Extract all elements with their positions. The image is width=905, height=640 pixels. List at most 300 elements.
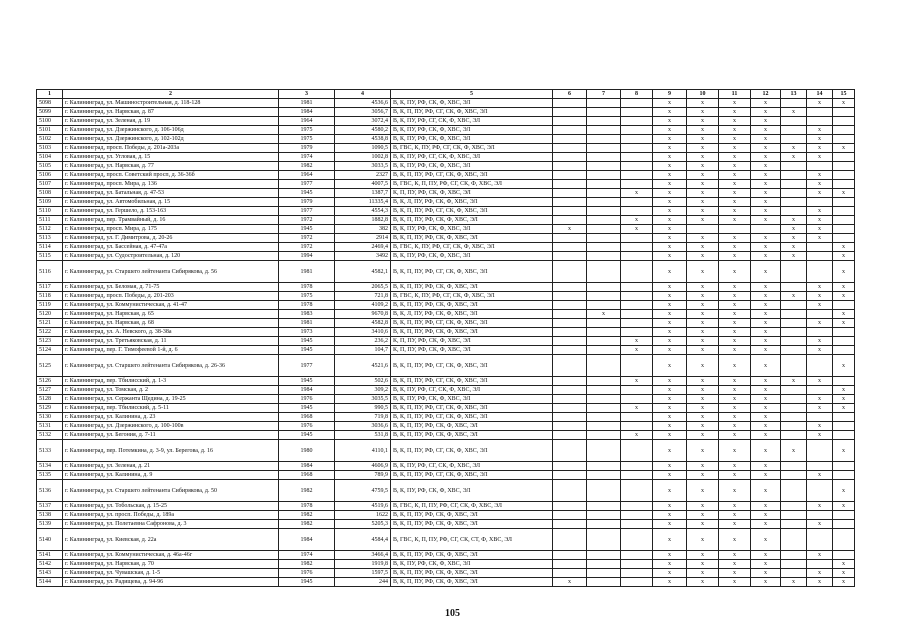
table-row — [37, 377, 855, 386]
mark-cell: x — [719, 261, 751, 283]
mark-cell: x — [833, 261, 855, 283]
mark-cell — [553, 346, 587, 355]
work-types-cell: В, ГВС, К, ПУ, РФ, СГ, СК, Ф, ХВС, ЭЛ — [391, 144, 553, 153]
mark-cell — [587, 346, 621, 355]
mark-cell: x — [719, 180, 751, 189]
mark-cell — [587, 99, 621, 108]
mark-cell — [833, 520, 855, 529]
mark-cell — [833, 216, 855, 225]
mark-cell: x — [781, 578, 807, 587]
area-cell: 104,7 — [335, 346, 391, 355]
area-cell: 4554,3 — [335, 207, 391, 216]
mark-cell: x — [653, 511, 687, 520]
row-number-cell: 5114 — [37, 243, 63, 252]
mark-cell: x — [833, 283, 855, 292]
work-types-cell: В, ГВС, К, П, ПУ, РФ, СГ, СК, СТ, Ф, ХВС, ЭЛ — [391, 529, 553, 551]
mark-cell — [621, 283, 653, 292]
table-row — [37, 117, 855, 126]
address-cell: г. Калининград, ул. Томская, д. 2 — [63, 386, 279, 395]
mark-cell: x — [719, 234, 751, 243]
mark-cell: x — [719, 292, 751, 301]
mark-cell: x — [653, 395, 687, 404]
mark-cell: x — [751, 328, 781, 337]
table-row — [37, 328, 855, 337]
mark-cell: x — [833, 144, 855, 153]
mark-cell: x — [653, 153, 687, 162]
area-cell: 1882,8 — [335, 216, 391, 225]
mark-cell: x — [719, 551, 751, 560]
area-cell: 309,2 — [335, 386, 391, 395]
header-cell: 13 — [781, 90, 807, 99]
row-number-cell: 5118 — [37, 292, 63, 301]
mark-cell: x — [719, 153, 751, 162]
mark-cell — [833, 471, 855, 480]
row-number-cell: 5107 — [37, 180, 63, 189]
table-row — [37, 480, 855, 502]
mark-cell — [781, 386, 807, 395]
mark-cell — [587, 404, 621, 413]
mark-cell — [781, 117, 807, 126]
mark-cell: x — [719, 126, 751, 135]
mark-cell — [553, 569, 587, 578]
table-row — [37, 355, 855, 377]
mark-cell: x — [687, 180, 719, 189]
mark-cell — [781, 99, 807, 108]
mark-cell — [781, 198, 807, 207]
work-types-cell: В, К, ПУ, РФ, СК, Ф, ХВС, ЭЛ — [391, 560, 553, 569]
table-row — [37, 135, 855, 144]
mark-cell: x — [687, 108, 719, 117]
year-cell: 1945 — [279, 225, 335, 234]
mark-cell: x — [807, 180, 833, 189]
area-cell: 531,8 — [335, 431, 391, 440]
mark-cell — [833, 529, 855, 551]
row-number-cell: 5144 — [37, 578, 63, 587]
address-cell: г. Калининград, ул. Радищева, д. 94-96 — [63, 578, 279, 587]
row-number-cell: 5106 — [37, 171, 63, 180]
area-cell: 3033,5 — [335, 162, 391, 171]
table-row — [37, 108, 855, 117]
work-types-cell: В, К, П, ПУ, РФ, СГ, СК, Ф, ХВС, ЭЛ — [391, 355, 553, 377]
mark-cell: x — [553, 225, 587, 234]
table-body — [37, 90, 855, 587]
row-number-cell: 5141 — [37, 551, 63, 560]
mark-cell: x — [719, 243, 751, 252]
mark-cell — [553, 162, 587, 171]
mark-cell: x — [751, 337, 781, 346]
mark-cell: x — [833, 502, 855, 511]
header-cell: 5 — [391, 90, 553, 99]
area-cell: 2469,4 — [335, 243, 391, 252]
mark-cell — [833, 126, 855, 135]
mark-cell — [807, 261, 833, 283]
mark-cell: x — [653, 520, 687, 529]
mark-cell: x — [781, 153, 807, 162]
mark-cell: x — [687, 471, 719, 480]
row-number-cell: 5131 — [37, 422, 63, 431]
mark-cell: x — [751, 99, 781, 108]
row-number-cell: 5120 — [37, 310, 63, 319]
area-cell: 1090,5 — [335, 144, 391, 153]
work-types-cell: В, К, П, ПУ, РФ, СГ, СК, Ф, ХВС, ЭЛ — [391, 440, 553, 462]
mark-cell: x — [807, 144, 833, 153]
mark-cell: x — [751, 462, 781, 471]
table-row — [37, 560, 855, 569]
year-cell: 1968 — [279, 471, 335, 480]
year-cell: 1973 — [279, 328, 335, 337]
mark-cell — [553, 198, 587, 207]
mark-cell: x — [653, 310, 687, 319]
mark-cell: x — [807, 99, 833, 108]
mark-cell — [807, 117, 833, 126]
mark-cell: x — [653, 404, 687, 413]
row-number-cell: 5132 — [37, 431, 63, 440]
mark-cell — [621, 162, 653, 171]
mark-cell: x — [653, 480, 687, 502]
mark-cell: x — [719, 529, 751, 551]
address-cell: г. Калининград, ул. Калинина, д. 23 — [63, 413, 279, 422]
work-types-cell: В, К, П, ПУ, РФ, СГ, СК, Ф, ХВС, ЭЛ — [391, 377, 553, 386]
mark-cell: x — [751, 431, 781, 440]
table-row — [37, 346, 855, 355]
mark-cell: x — [751, 520, 781, 529]
mark-cell: x — [751, 395, 781, 404]
mark-cell: x — [719, 520, 751, 529]
mark-cell: x — [833, 310, 855, 319]
mark-cell: x — [687, 153, 719, 162]
mark-cell: x — [653, 578, 687, 587]
row-number-cell: 5103 — [37, 144, 63, 153]
address-cell: г. Калининград, ул. Сержанта Щедина, д. 19-25 — [63, 395, 279, 404]
mark-cell: x — [751, 283, 781, 292]
mark-cell: x — [807, 431, 833, 440]
mark-cell: x — [833, 355, 855, 377]
area-cell: 4580,2 — [335, 126, 391, 135]
mark-cell: x — [719, 252, 751, 261]
mark-cell — [781, 337, 807, 346]
table-row — [37, 153, 855, 162]
mark-cell: x — [807, 189, 833, 198]
mark-cell: x — [719, 395, 751, 404]
mark-cell — [553, 283, 587, 292]
address-cell: г. Калининград, просп. Советский просп, д. 36-36б — [63, 171, 279, 180]
mark-cell — [587, 328, 621, 337]
mark-cell — [587, 462, 621, 471]
mark-cell — [621, 520, 653, 529]
row-number-cell: 5119 — [37, 301, 63, 310]
mark-cell: x — [751, 144, 781, 153]
mark-cell: x — [751, 135, 781, 144]
mark-cell — [621, 328, 653, 337]
mark-cell: x — [653, 346, 687, 355]
work-types-cell: В, К, ПУ, РФ, СК, Ф, ХВС, ЭЛ — [391, 395, 553, 404]
mark-cell — [781, 171, 807, 180]
mark-cell: x — [807, 337, 833, 346]
mark-cell: x — [687, 117, 719, 126]
mark-cell: x — [687, 413, 719, 422]
work-types-cell: В, К, ПУ, РФ, СГ, СК, Ф, ХВС, ЭЛ — [391, 462, 553, 471]
area-cell: 3466,4 — [335, 551, 391, 560]
year-cell: 1972 — [279, 243, 335, 252]
table-row — [37, 520, 855, 529]
mark-cell: x — [653, 162, 687, 171]
work-types-cell: В, К, П, ПУ, РФ, СК, Ф, ХВС, ЭЛ — [391, 234, 553, 243]
mark-cell: x — [687, 144, 719, 153]
mark-cell: x — [751, 189, 781, 198]
mark-cell: x — [781, 243, 807, 252]
mark-cell: x — [653, 319, 687, 328]
mark-cell — [833, 234, 855, 243]
address-cell: г. Калининград, просп. Мира, д. 136 — [63, 180, 279, 189]
mark-cell: x — [807, 471, 833, 480]
mark-cell — [833, 413, 855, 422]
area-cell: 9670,8 — [335, 310, 391, 319]
table-row — [37, 261, 855, 283]
mark-cell: x — [687, 328, 719, 337]
mark-cell — [553, 511, 587, 520]
header-cell: 12 — [751, 90, 781, 99]
mark-cell — [781, 283, 807, 292]
area-cell: 4007,5 — [335, 180, 391, 189]
mark-cell: x — [653, 108, 687, 117]
work-types-cell: В, К, П, ПУ, РФ, СК, Ф, ХВС, ЭЛ — [391, 511, 553, 520]
mark-cell — [587, 225, 621, 234]
mark-cell: x — [719, 283, 751, 292]
mark-cell — [621, 108, 653, 117]
area-cell: 721,8 — [335, 292, 391, 301]
mark-cell — [621, 301, 653, 310]
mark-cell: x — [687, 480, 719, 502]
mark-cell — [807, 440, 833, 462]
mark-cell: x — [719, 404, 751, 413]
area-cell: 5205,3 — [335, 520, 391, 529]
mark-cell: x — [719, 117, 751, 126]
mark-cell: x — [807, 422, 833, 431]
mark-cell — [553, 216, 587, 225]
header-cell: 10 — [687, 90, 719, 99]
mark-cell — [781, 502, 807, 511]
header-row — [37, 90, 855, 99]
mark-cell: x — [781, 377, 807, 386]
mark-cell: x — [719, 377, 751, 386]
mark-cell: x — [687, 386, 719, 395]
mark-cell: x — [781, 144, 807, 153]
mark-cell: x — [719, 337, 751, 346]
mark-cell — [781, 346, 807, 355]
mark-cell — [553, 404, 587, 413]
mark-cell: x — [653, 180, 687, 189]
table-row — [37, 234, 855, 243]
row-number-cell: 5101 — [37, 126, 63, 135]
year-cell: 1984 — [279, 529, 335, 551]
area-cell: 382 — [335, 225, 391, 234]
address-cell: г. Калининград, пер. Тбилисский, д. 5-11 — [63, 404, 279, 413]
table-row — [37, 283, 855, 292]
mark-cell: x — [687, 355, 719, 377]
mark-cell: x — [719, 440, 751, 462]
row-number-cell: 5142 — [37, 560, 63, 569]
address-cell: г. Калининград, ул. Г. Димитрова, д. 20-26 — [63, 234, 279, 243]
row-number-cell: 5137 — [37, 502, 63, 511]
year-cell: 1977 — [279, 180, 335, 189]
work-types-cell: В, ГВС, К, ПУ, РФ, СГ, СК, Ф, ХВС, ЭЛ — [391, 292, 553, 301]
mark-cell: x — [751, 480, 781, 502]
work-types-cell: В, К, ПУ, РФ, СГ, СК, Ф, ХВС, ЭЛ — [391, 386, 553, 395]
mark-cell: x — [751, 261, 781, 283]
address-table — [36, 89, 855, 587]
year-cell: 1982 — [279, 520, 335, 529]
work-types-cell: В, К, ПУ, РФ, СК, Ф, ХВС, ЭЛ — [391, 162, 553, 171]
mark-cell — [587, 198, 621, 207]
address-cell: г. Калининград, ул. Судостроительная, д. 120 — [63, 252, 279, 261]
mark-cell — [553, 108, 587, 117]
mark-cell — [621, 355, 653, 377]
table-row — [37, 243, 855, 252]
mark-cell: x — [653, 171, 687, 180]
address-cell: г. Калининград, ул. просп. Победы, д. 189а — [63, 511, 279, 520]
mark-cell: x — [687, 283, 719, 292]
address-cell: г. Калининград, ул. Нарвская, д. 70 — [63, 560, 279, 569]
mark-cell — [587, 162, 621, 171]
mark-cell: x — [553, 578, 587, 587]
row-number-cell: 5112 — [37, 225, 63, 234]
address-cell: г. Калининград, ул. Зеленая, д. 19 — [63, 117, 279, 126]
address-cell: г. Калининград, ул. Старшего лейтенанта Сибирякова, д. 26-36 — [63, 355, 279, 377]
mark-cell: x — [653, 529, 687, 551]
mark-cell — [553, 252, 587, 261]
mark-cell: x — [833, 252, 855, 261]
mark-cell: x — [687, 234, 719, 243]
area-cell: 4582,8 — [335, 319, 391, 328]
mark-cell: x — [751, 319, 781, 328]
mark-cell — [781, 404, 807, 413]
address-table-container — [36, 89, 854, 587]
address-cell: г. Калининград, ул. Нарвская, д. 87 — [63, 108, 279, 117]
mark-cell — [587, 234, 621, 243]
row-number-cell: 5099 — [37, 108, 63, 117]
header-cell: 7 — [587, 90, 621, 99]
address-cell: г. Калининград, пер. Г. Тимофеевой 1-й, д. 6 — [63, 346, 279, 355]
row-number-cell: 5122 — [37, 328, 63, 337]
year-cell: 1976 — [279, 395, 335, 404]
table-row — [37, 225, 855, 234]
address-cell: г. Калининград, пер. Трамвайный, д. 16 — [63, 216, 279, 225]
mark-cell — [553, 431, 587, 440]
mark-cell: x — [687, 189, 719, 198]
mark-cell: x — [751, 252, 781, 261]
area-cell: 4538,8 — [335, 135, 391, 144]
mark-cell — [587, 480, 621, 502]
address-cell: г. Калининград, ул. Калинина, д. 9 — [63, 471, 279, 480]
mark-cell: x — [833, 569, 855, 578]
header-cell: 9 — [653, 90, 687, 99]
mark-cell: x — [833, 404, 855, 413]
table-row — [37, 252, 855, 261]
area-cell: 1597,5 — [335, 569, 391, 578]
mark-cell — [587, 301, 621, 310]
year-cell: 1975 — [279, 126, 335, 135]
mark-cell: x — [807, 225, 833, 234]
mark-cell — [807, 328, 833, 337]
area-cell: 789,9 — [335, 471, 391, 480]
table-row — [37, 301, 855, 310]
mark-cell — [587, 422, 621, 431]
year-cell: 1983 — [279, 310, 335, 319]
mark-cell: x — [751, 377, 781, 386]
mark-cell — [587, 337, 621, 346]
row-number-cell: 5113 — [37, 234, 63, 243]
mark-cell: x — [833, 319, 855, 328]
mark-cell — [833, 207, 855, 216]
mark-cell: x — [687, 216, 719, 225]
mark-cell: x — [653, 502, 687, 511]
mark-cell — [807, 462, 833, 471]
area-cell: 4536,6 — [335, 99, 391, 108]
mark-cell — [621, 99, 653, 108]
mark-cell — [621, 319, 653, 328]
mark-cell: x — [751, 569, 781, 578]
year-cell: 1979 — [279, 144, 335, 153]
mark-cell — [553, 413, 587, 422]
mark-cell: x — [751, 243, 781, 252]
mark-cell: x — [781, 108, 807, 117]
mark-cell: x — [807, 346, 833, 355]
mark-cell — [807, 252, 833, 261]
mark-cell — [781, 520, 807, 529]
mark-cell — [621, 395, 653, 404]
mark-cell: x — [751, 511, 781, 520]
mark-cell — [621, 234, 653, 243]
work-types-cell: В, К, П, ПУ, РФ, СК, Ф, ХВС, ЭЛ — [391, 551, 553, 560]
area-cell: 244 — [335, 578, 391, 587]
mark-cell: x — [719, 171, 751, 180]
mark-cell: x — [687, 462, 719, 471]
row-number-cell: 5115 — [37, 252, 63, 261]
mark-cell — [587, 520, 621, 529]
mark-cell — [553, 292, 587, 301]
mark-cell: x — [807, 171, 833, 180]
mark-cell: x — [621, 337, 653, 346]
mark-cell — [621, 135, 653, 144]
mark-cell: x — [687, 99, 719, 108]
mark-cell — [621, 180, 653, 189]
table-row — [37, 180, 855, 189]
mark-cell: x — [807, 207, 833, 216]
mark-cell — [807, 386, 833, 395]
mark-cell: x — [587, 310, 621, 319]
table-row — [37, 440, 855, 462]
year-cell: 1964 — [279, 171, 335, 180]
address-cell: г. Калининград, ул. Нарвская, д. 77 — [63, 162, 279, 171]
mark-cell — [833, 162, 855, 171]
row-number-cell: 5139 — [37, 520, 63, 529]
mark-cell — [781, 355, 807, 377]
mark-cell: x — [807, 135, 833, 144]
mark-cell — [833, 431, 855, 440]
mark-cell — [587, 386, 621, 395]
mark-cell — [587, 171, 621, 180]
mark-cell — [587, 189, 621, 198]
mark-cell: x — [807, 395, 833, 404]
mark-cell: x — [751, 529, 781, 551]
mark-cell: x — [719, 569, 751, 578]
area-cell: 1002,8 — [335, 153, 391, 162]
row-number-cell: 5138 — [37, 511, 63, 520]
mark-cell: x — [751, 234, 781, 243]
mark-cell — [807, 108, 833, 117]
mark-cell: x — [719, 162, 751, 171]
mark-cell — [553, 560, 587, 569]
